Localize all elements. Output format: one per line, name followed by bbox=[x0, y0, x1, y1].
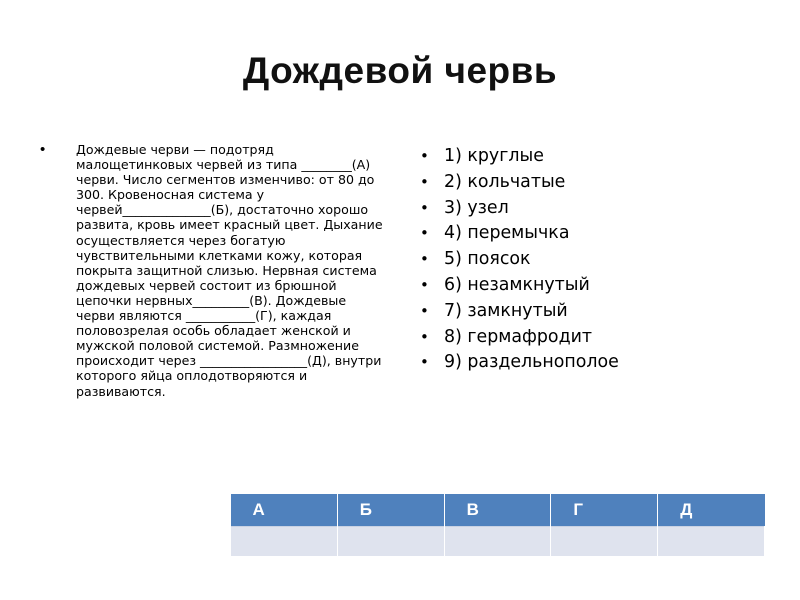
option-item bbox=[420, 247, 720, 273]
option-item bbox=[420, 221, 720, 247]
option-item bbox=[420, 350, 720, 376]
bullet-icon: • bbox=[420, 198, 429, 217]
option-label: 1) круглые bbox=[444, 146, 544, 166]
option-label: 3) узел bbox=[444, 197, 509, 218]
answer-cell-a[interactable] bbox=[231, 527, 338, 557]
task-paragraph: Дождевые черви — подотряд малощетинковых червей из типа ________(А) черви. Число сегментов изменчиво: от 80 до 300. Кровеносная система у червей______________(Б), достаточно хорошо развита, кровь имеет красный цвет. Дыхание осуществляется через богатую чувствительными клетками кожу, которая покрыта защитной слизью. Нервная система дождевых червей состоит из брюшной цепочки нервных_________(В). Дождевые черви являются ___________(Г), каждая половозрелая особь обладает женской и мужской половой системой. Размножение происходит через _________________(Д), внутри которого яйца оплодотворяются и развиваются. bbox=[76, 142, 383, 399]
option-item bbox=[420, 144, 720, 170]
bullet-icon: • bbox=[420, 275, 429, 294]
option-item bbox=[420, 299, 720, 325]
answer-cell-b[interactable] bbox=[337, 527, 444, 557]
option-label: 9) раздельнополое bbox=[444, 352, 619, 373]
text-block bbox=[40, 142, 385, 399]
answer-cell-g[interactable] bbox=[551, 527, 658, 557]
answer-table-header-row bbox=[231, 494, 765, 527]
answer-header-b: Б bbox=[337, 494, 444, 527]
bullet-icon: • bbox=[40, 141, 46, 158]
bullet-icon: • bbox=[420, 250, 429, 269]
option-item bbox=[420, 170, 720, 196]
answer-cell-v[interactable] bbox=[444, 527, 551, 557]
slide-title: Дождевой червь bbox=[242, 50, 558, 91]
option-label: 5) поясок bbox=[444, 249, 531, 270]
bullet-icon: • bbox=[420, 224, 429, 243]
bullet-icon: • bbox=[420, 327, 429, 346]
bullet-icon: • bbox=[420, 172, 429, 191]
bullet-icon: • bbox=[420, 353, 429, 372]
bullet-icon: • bbox=[420, 147, 429, 165]
answer-header-g: Г bbox=[551, 494, 658, 527]
answer-header-d: Д bbox=[658, 494, 765, 527]
option-item bbox=[420, 196, 720, 222]
bullet-icon: • bbox=[420, 301, 429, 320]
option-item bbox=[420, 273, 720, 299]
answer-row bbox=[231, 527, 765, 557]
option-label: 4) перемычка bbox=[444, 223, 570, 244]
answer-header-a: А bbox=[231, 494, 338, 527]
option-label: 8) гермафродит bbox=[444, 326, 593, 347]
option-item bbox=[420, 325, 720, 351]
option-label: 7) замкнутый bbox=[444, 300, 568, 321]
answer-cell-d[interactable] bbox=[658, 527, 765, 557]
answer-header-v: В bbox=[444, 494, 551, 527]
option-label: 6) незамкнутый bbox=[444, 274, 590, 295]
option-label: 2) кольчатые bbox=[444, 171, 566, 192]
answer-table bbox=[230, 494, 765, 557]
options-list bbox=[420, 144, 720, 376]
